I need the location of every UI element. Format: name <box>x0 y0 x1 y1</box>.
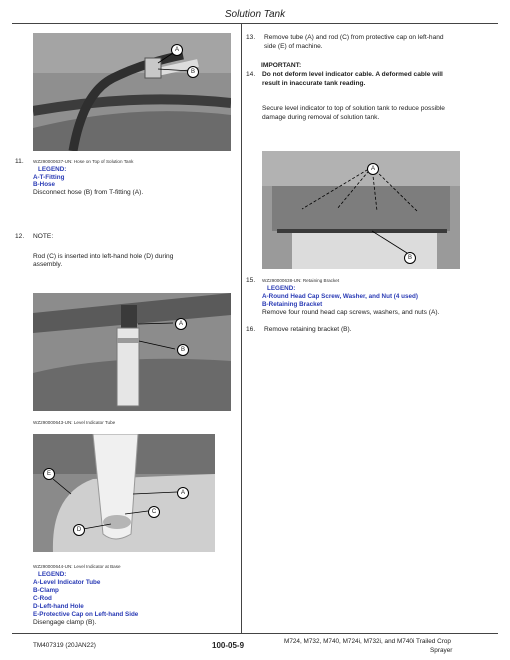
footer-page-number: 100-05-9 <box>212 641 245 650</box>
level-indicator-tube-photo <box>33 293 231 411</box>
callout-a: A <box>177 487 189 499</box>
step-12-legend-d: D-Left-hand Hole <box>33 603 84 610</box>
step-11-legend-title: LEGEND: <box>38 166 67 173</box>
step-11-text: Disconnect hose (B) from T-fitting (A). <box>33 189 144 196</box>
step-12-legend-c: C-Rod <box>33 595 52 602</box>
step-15-legend-b: B-Retaining Bracket <box>262 301 323 308</box>
step-14-number: 14. <box>246 71 256 78</box>
callout-a: A <box>367 163 379 175</box>
step-15-caption: WZ290000638-UN: Retaining Bracket <box>262 278 340 283</box>
step-12-note-line2: assembly. <box>33 261 63 268</box>
retaining-bracket-photo <box>262 151 460 269</box>
footer-doc-id: TM407319 (20JAN22) <box>33 642 96 649</box>
callout-a: A <box>175 318 187 330</box>
page-title: Solution Tank <box>224 9 286 20</box>
step-13-number: 13. <box>246 34 256 41</box>
step-12-text: Disengage clamp (B). <box>33 619 97 626</box>
step-15-legend-a: A-Round Head Cap Screw, Washer, and Nut (4 used) <box>262 293 418 300</box>
step-13-line1: Remove tube (A) and rod (C) from protective cap on left-hand <box>264 34 444 41</box>
header-rule <box>12 23 498 24</box>
level-indicator-tube-caption: WZ290000643-UN: Level Indicator Tube <box>33 420 116 425</box>
step-16-text: Remove retaining bracket (B). <box>264 326 352 333</box>
step-14-line3: Secure level indicator to top of solution tank to reduce possible <box>262 105 445 112</box>
level-indicator-base-photo <box>33 434 215 552</box>
step-12-note-line1: Rod (C) is inserted into left-hand hole (D) during <box>33 253 174 260</box>
step-14-line4: damage during removal of solution tank. <box>262 114 380 121</box>
callout-b: B <box>404 252 416 264</box>
step-15-legend-title: LEGEND: <box>267 285 296 292</box>
callout-b: B <box>177 344 189 356</box>
step-12-number: 12. <box>15 233 25 240</box>
callout-c: C <box>148 506 160 518</box>
step-13-line2: side (E) of machine. <box>264 43 323 50</box>
step-14-line1: Do not deform level indicator cable. A deformed cable will <box>262 71 443 78</box>
center-divider <box>241 23 242 633</box>
step-15-text: Remove four round head cap screws, washers, and nuts (A). <box>262 309 440 316</box>
step-12-legend-e: E-Protective Cap on Left-hand Side <box>33 611 139 618</box>
step-14-line2: result in inaccurate tank reading. <box>262 80 366 87</box>
footer-model-line1: M724, M732, M740, M724i, M732i, and M740i Trailed Crop <box>284 638 451 645</box>
callout-a: A <box>171 44 183 56</box>
callout-d: D <box>73 524 85 536</box>
footer-rule <box>12 633 498 634</box>
footer-model-line2: Sprayer <box>430 647 453 654</box>
important-label: IMPORTANT: <box>261 62 302 69</box>
step-11-legend-b: B-Hose <box>33 181 56 188</box>
callout-e: E <box>43 468 55 480</box>
step-12-note-label: NOTE: <box>33 233 54 240</box>
step-16-number: 16. <box>246 326 256 333</box>
step-15-number: 15. <box>246 277 256 284</box>
step-12-legend-a: A-Level Indicator Tube <box>33 579 101 586</box>
callout-b: B <box>187 66 199 78</box>
step-11-caption: WZ290000637-UN: Hose on Top of Solution Tank <box>33 159 134 164</box>
step-11-legend-a: A-T-Fitting <box>33 174 65 181</box>
step-12-legend-title: LEGEND: <box>38 571 67 578</box>
level-indicator-base-caption: WZ290000644-UN: Level Indicator at Base <box>33 564 121 569</box>
hose-photo <box>33 33 231 151</box>
step-12-legend-b: B-Clamp <box>33 587 59 594</box>
step-11-number: 11. <box>15 158 24 165</box>
